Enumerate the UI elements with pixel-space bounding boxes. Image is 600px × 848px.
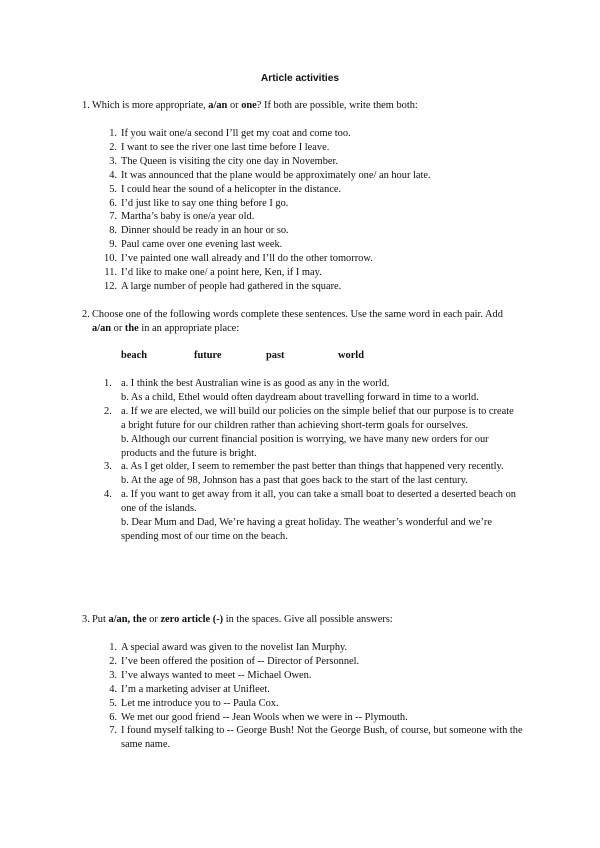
section-2-instruction: 2. Choose one of the following words complete these sentences. Use the same word in each pair. Add a/an or the in an appropriate place: [82,309,503,334]
section-3-list [104,641,524,752]
list-item: 3. a. As I get older, I seem to remember the past better than things that happened very recently. b. At the age of 98, Johnson has a past that goes back to the start of the last century. [104,461,504,487]
list-item: 11. I’d like to make one/ a point here, Ken, if I may. [104,267,322,279]
word-future: future [194,350,222,361]
word-past: past [266,350,285,361]
list-item: 2. a. If we are elected, we will build our policies on the simple belief that our purpose is to create a bright future for our children rather than achieving short-term goals for ourselves. b. Although our current financial position is worrying, we have many new orders for our products and the future is bright. [104,405,514,459]
word-world: world [338,350,364,361]
list-item: 2. I’ve been offered the position of -- Director of Personnel. [109,655,360,667]
list-item: 12. A large number of people had gathered in the square. [104,280,342,292]
list-item: 2. I want to see the river one last time before I leave. [109,141,330,153]
list-item: 4. I’m a marketing adviser at Unifleet. [109,683,270,695]
list-item: 9. Paul came over one evening last week. [109,239,283,251]
list-item: 5. I could hear the sound of a helicopter in the distance. [109,183,342,195]
section-1-list [104,127,524,294]
word-beach: beach [121,350,147,361]
section-number: 3. [82,614,90,625]
list-item: 4. It was announced that the plane would be approximately one/ an hour late. [109,169,431,181]
page-title: Article activities [260,73,340,84]
section-1-instruction: 1. Which is more appropriate, a/an or one? If both are possible, write them both: [82,100,418,111]
section-3-instruction: 3. Put a/an, the or zero article (-) in the spaces. Give all possible answers: [82,614,393,625]
section-number: 1. [82,100,90,111]
list-item: 3. I’ve always wanted to meet -- Michael Owen. [109,669,312,681]
list-item: 4. a. If you want to get away from it all, you can take a small boat to deserted a deserted beach on one of the islands. b. Dear Mum and Dad, We’re having a great holiday. The weather’s wonderful and we’re spending most of our time on the beach. [104,489,516,542]
list-item: 5. Let me introduce you to -- Paula Cox. [109,697,279,709]
list-item: 6. We met our good friend -- Jean Wools when we were in -- Plymouth. [109,711,408,723]
list-item: 7. I found myself talking to -- George Bush! Not the George Bush, of course, but someone with the same name. [109,725,523,751]
list-item: 1. a. I think the best Australian wine is as good as any in the world. b. As a child, Ethel would often daydream about travelling forward in time to a world. [104,378,479,403]
section-2-list [104,377,519,544]
list-item: 1. A special award was given to the novelist Ian Murphy. [109,642,348,653]
list-item: 10. I’ve painted one wall already and I’ll do the other tomorrow. [104,253,373,265]
list-item: 6. I’d just like to say one thing before I go. [109,197,289,209]
section-number: 2. [82,309,90,320]
list-item: 8. Dinner should be ready in an hour or so. [109,225,289,237]
list-item: 7. Martha’s baby is one/a year old. [109,211,255,223]
list-item: 3. The Queen is visiting the city one day in November. [109,155,339,167]
list-item: 1. If you wait one/a second I’ll get my coat and come too. [109,128,351,139]
